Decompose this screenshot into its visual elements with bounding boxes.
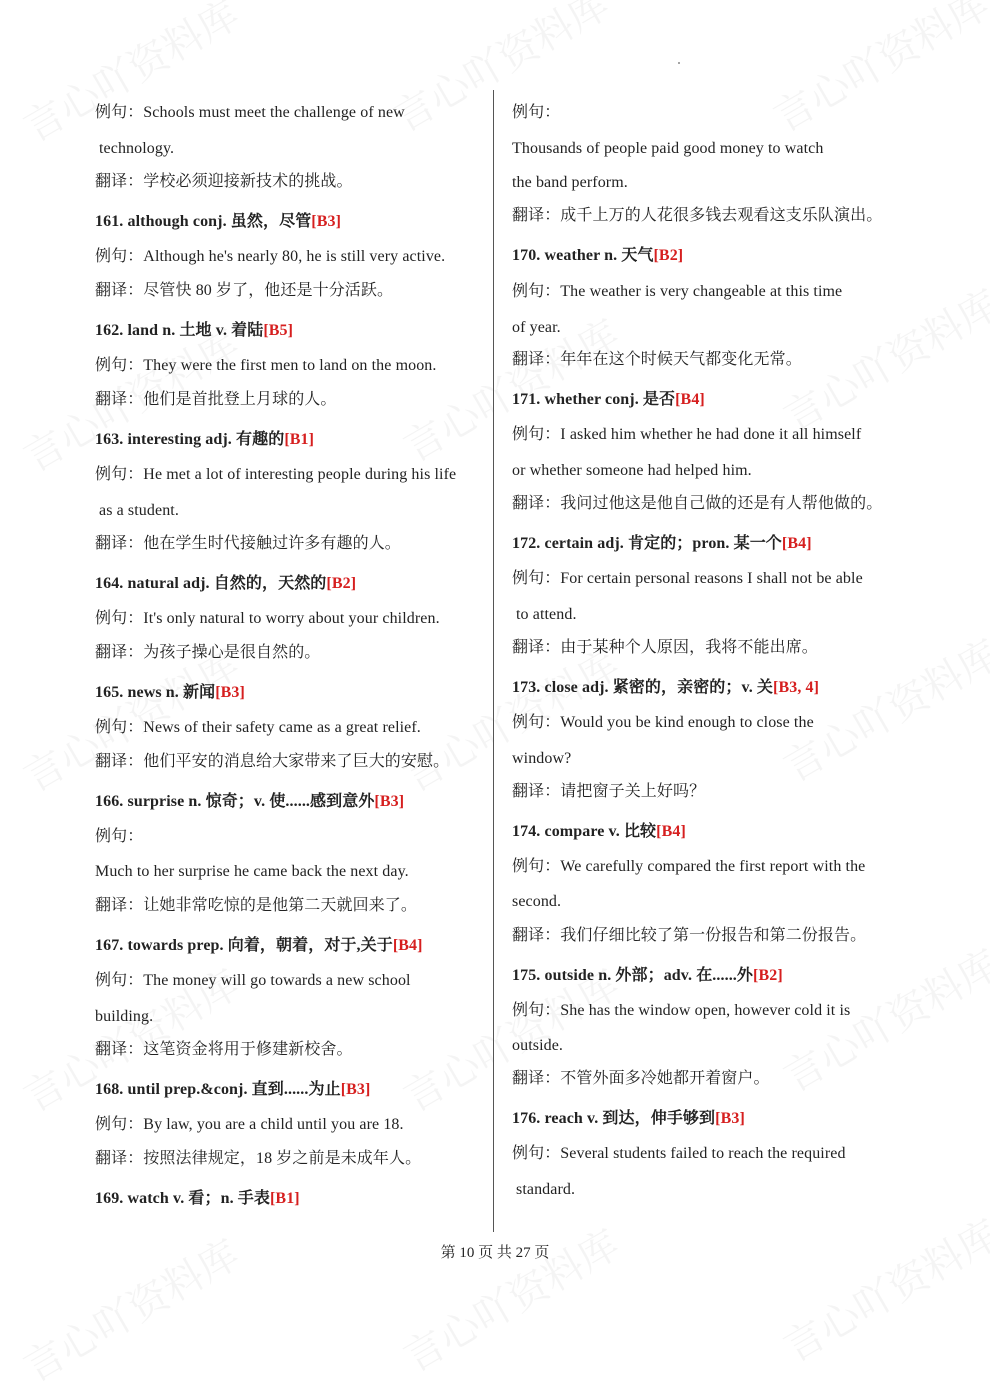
- entry-text-line: second.: [512, 893, 562, 910]
- level-tag: [B3, 4]: [773, 679, 820, 696]
- entry-title: 169. watch v. 看；n. 手表: [95, 1190, 270, 1207]
- vocab-entry-heading: [95, 936, 423, 956]
- watermark-text: [762, 0, 990, 143]
- entry-text-line: 翻译：学校必须迎接新技术的挑战。: [95, 173, 353, 190]
- entry-text-line: 例句：Several students failed to reach the required: [512, 1145, 846, 1162]
- entry-text-line: 例句：Schools must meet the challenge of new: [95, 104, 405, 121]
- vocab-entry-heading: [512, 246, 683, 266]
- entry-text-line: window?: [512, 750, 572, 767]
- entry-text-line: 翻译：让她非常吃惊的是他第二天就回来了。: [95, 897, 418, 914]
- entry-text-line: 翻译：我们仔细比较了第一份报告和第二份报告。: [512, 927, 867, 944]
- entry-text-line: 翻译：尽管快 80 岁了，他还是十分活跃。: [95, 282, 394, 299]
- entry-title: 165. news n. 新闻: [95, 684, 216, 701]
- entry-text-line: 翻译：为孩子操心是很自然的。: [95, 644, 321, 661]
- entry-text-line: 翻译：由于某种个人原因，我将不能出席。: [512, 639, 818, 656]
- level-tag: [B3]: [215, 684, 245, 701]
- vocab-entry-heading: [95, 683, 245, 703]
- entry-text-line: 翻译：他在学生时代接触过许多有趣的人。: [95, 535, 401, 552]
- entry-title: 172. certain adj. 肯定的；pron. 某一个: [512, 535, 782, 552]
- entry-text-line: 翻译：不管外面多冷她都开着窗户。: [512, 1070, 770, 1087]
- watermark-text: [392, 304, 628, 473]
- level-tag: [B3]: [340, 1081, 371, 1098]
- entry-text-line: building.: [95, 1008, 154, 1025]
- entry-text-line: 例句：The money will go towards a new school: [95, 972, 411, 989]
- vocab-entry-heading: [95, 1189, 300, 1209]
- entry-text-line: as a student.: [99, 502, 179, 519]
- entry-title: 166. surprise n. 惊奇；v. 使......感到意外: [95, 793, 375, 810]
- entry-text-line: 翻译：成千上万的人花很多钱去观看这支乐队演出。: [512, 207, 883, 224]
- entry-text-line: 例句：It's only natural to worry about your children.: [95, 610, 440, 627]
- entry-title: 161. although conj. 虽然，尽管: [95, 213, 312, 230]
- vocab-entry-heading: [512, 678, 819, 698]
- entry-text-line: 翻译：年年在这个时候天气都变化无常。: [512, 351, 802, 368]
- entry-text-line: 例句：We carefully compared the first report with the: [512, 858, 866, 875]
- vocab-entry-heading: [512, 966, 783, 986]
- level-tag: [B3]: [374, 793, 405, 810]
- entry-text-line: 例句：For certain personal reasons I shall not be able: [512, 570, 863, 587]
- entry-text-line: Much to her surprise he came back the next day.: [95, 863, 409, 880]
- entry-title: 164. natural adj. 自然的，天然的: [95, 575, 327, 592]
- entry-title: 175. outside n. 外部；adv. 在......外: [512, 967, 754, 984]
- entry-text-line: 例句：He met a lot of interesting people during his life: [95, 466, 457, 483]
- entry-text-line: 例句：News of their safety came as a great relief.: [95, 719, 421, 736]
- vocab-entry-heading: [512, 534, 812, 554]
- entry-text-line: 例句：They were the first men to land on the moon.: [95, 357, 437, 374]
- entry-text-line: Thousands of people paid good money to watch: [512, 140, 824, 157]
- vocab-entry-heading: [95, 212, 341, 232]
- vocab-entry-heading: [95, 321, 293, 341]
- stray-mark: [678, 62, 680, 64]
- watermark-text: [392, 1214, 628, 1383]
- entry-text-line: or whether someone had helped him.: [512, 462, 752, 479]
- entry-text-line: to attend.: [516, 606, 577, 623]
- level-tag: [B4]: [656, 823, 686, 840]
- entry-text-line: 翻译：他们是首批登上月球的人。: [95, 391, 337, 408]
- level-tag: [B4]: [781, 535, 812, 552]
- level-tag: [B4]: [675, 391, 705, 408]
- level-tag: [B1]: [270, 1190, 300, 1207]
- entry-title: 168. until prep.&conj. 直到......为止: [95, 1081, 341, 1098]
- vocab-entry-heading: [512, 822, 686, 842]
- entry-text-line: of year.: [512, 319, 561, 336]
- watermark-text: [12, 0, 248, 153]
- entry-title: 167. towards prep. 向着，朝着，对于,关于: [95, 937, 393, 954]
- vocab-entry-heading: [95, 792, 404, 812]
- vocab-entry-heading: [512, 390, 705, 410]
- entry-text-line: 例句：: [512, 104, 561, 121]
- entry-title: 173. close adj. 紧密的，亲密的；v. 关: [512, 679, 774, 696]
- watermark-text: [772, 1204, 990, 1373]
- page-footer: 第 10 页 共 27 页: [440, 1245, 550, 1261]
- entry-title: 176. reach v. 到达，伸手够到: [512, 1110, 716, 1127]
- entry-text-line: standard.: [516, 1181, 576, 1198]
- entry-text-line: 翻译：他们平安的消息给大家带来了巨大的安慰。: [95, 753, 450, 770]
- level-tag: [B1]: [284, 431, 315, 448]
- level-tag: [B5]: [263, 322, 294, 339]
- entry-title: 174. compare v. 比较: [512, 823, 657, 840]
- level-tag: [B2]: [653, 247, 684, 264]
- level-tag: [B3]: [311, 213, 342, 230]
- entry-text-line: the band perform.: [512, 174, 628, 191]
- entry-text-line: 翻译：这笔资金将用于修建新校舍。: [95, 1041, 353, 1058]
- entry-text-line: 例句：The weather is very changeable at this time: [512, 283, 843, 300]
- entry-text-line: 翻译：按照法律规定，18 岁之前是未成年人。: [95, 1150, 422, 1167]
- vocab-entry-heading: [95, 1080, 370, 1100]
- vocab-entry-heading: [95, 430, 314, 450]
- entry-text-line: 例句：: [95, 828, 144, 845]
- entry-text-line: 例句：Would you be kind enough to close the: [512, 714, 814, 731]
- level-tag: [B2]: [753, 967, 783, 984]
- entry-text-line: 翻译：我问过他这是他自己做的还是有人帮他做的。: [512, 495, 883, 512]
- watermark-text: [382, 0, 618, 143]
- level-tag: [B3]: [715, 1110, 745, 1127]
- vocab-entry-heading: [512, 1109, 745, 1129]
- level-tag: [B2]: [326, 575, 357, 592]
- entry-text-line: 例句：She has the window open, however cold it is: [512, 1002, 851, 1019]
- entry-text-line: 例句：By law, you are a child until you are 18.: [95, 1116, 404, 1133]
- entry-title: 171. whether conj. 是否: [512, 391, 676, 408]
- entry-title: 163. interesting adj. 有趣的: [95, 431, 285, 448]
- vocab-entry-heading: [95, 574, 356, 594]
- entry-text-line: 翻译：请把窗子关上好吗？: [512, 783, 706, 800]
- column-divider: [493, 90, 494, 1232]
- entry-text-line: outside.: [512, 1037, 564, 1054]
- level-tag: [B4]: [392, 937, 423, 954]
- entry-text-line: 例句：Although he's nearly 80, he is still very active.: [95, 248, 446, 265]
- entry-text-line: technology.: [99, 140, 175, 157]
- entry-title: 170. weather n. 天气: [512, 247, 654, 264]
- entry-text-line: 例句：I asked him whether he had done it all himself: [512, 426, 862, 443]
- entry-title: 162. land n. 土地 v. 着陆: [95, 322, 264, 339]
